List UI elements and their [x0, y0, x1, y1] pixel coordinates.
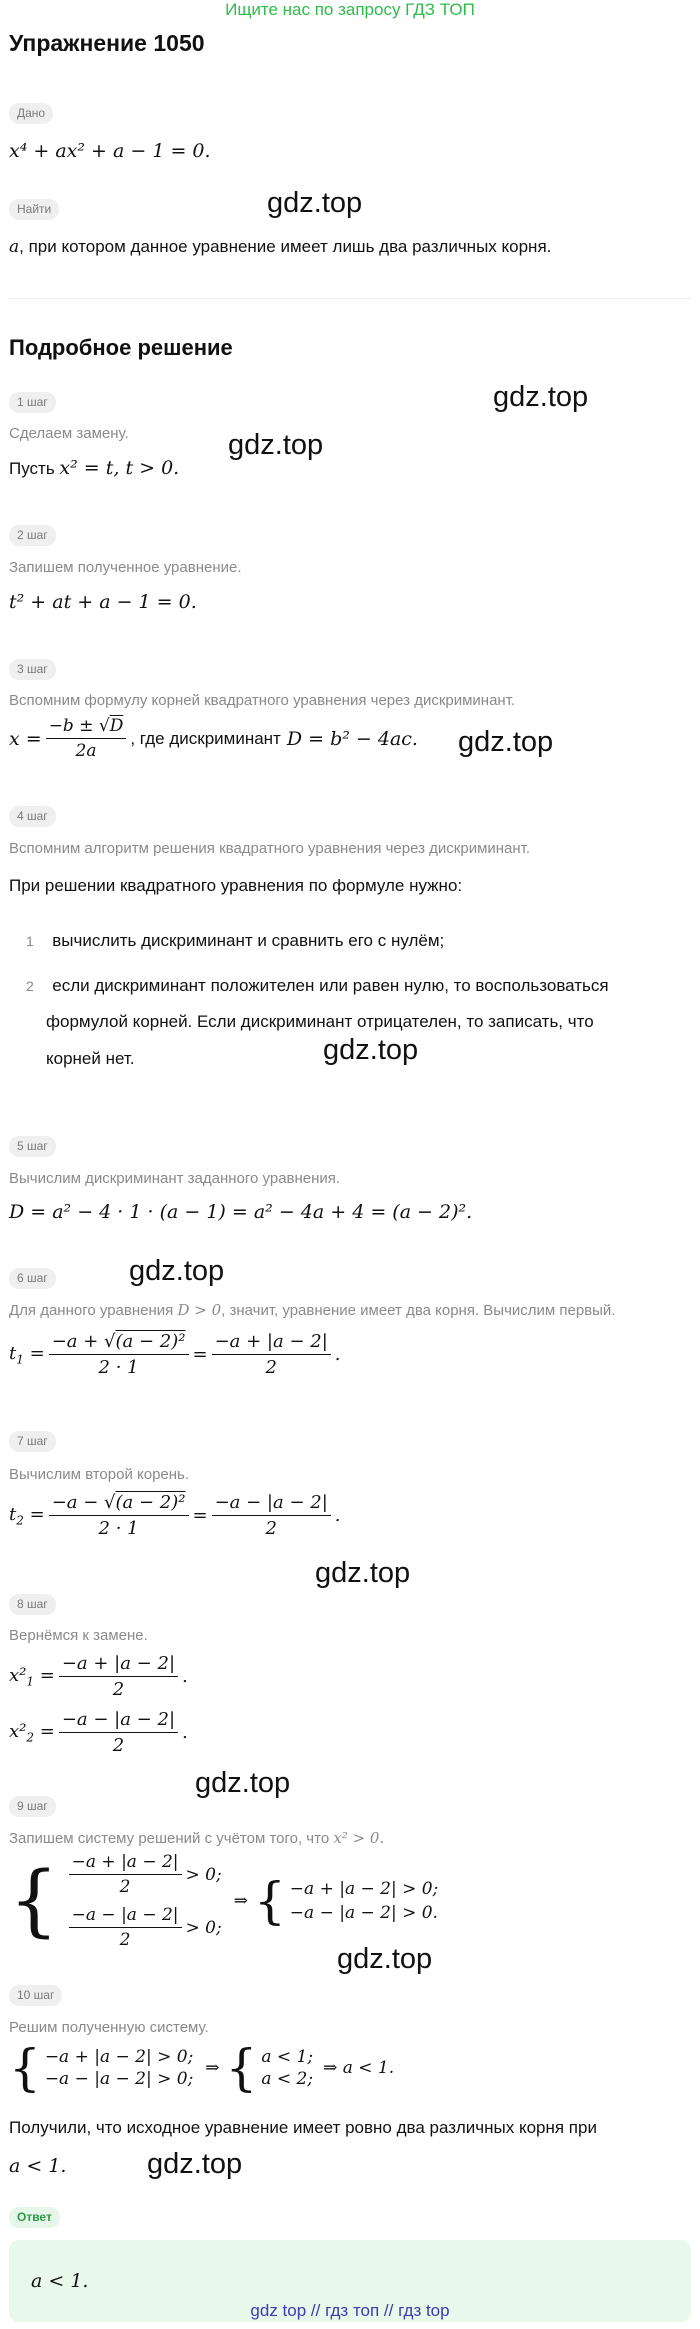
step-10-system: { −a + |a − 2| > 0; −a − |a − 2| > 0; ⇒ { a < 1; a < 2; ⇒ a < 1. — [9, 2039, 395, 2097]
step-8-badge: 8 шаг — [9, 1594, 56, 1615]
step-2-math: t² + at + a − 1 = 0. — [9, 591, 197, 613]
step-2-badge: 2 шаг — [9, 525, 56, 546]
step-4-item-1 — [26, 931, 444, 951]
step-4-description: Вспомним алгоритм решения квадратного уравнения через дискриминант. — [9, 840, 531, 857]
find-variable: a — [9, 237, 20, 257]
step-9-badge: 9 шаг — [9, 1796, 56, 1817]
root-1-fraction-right: $\frac{-a + |a - 2|}{2}$ — [212, 1331, 331, 1378]
given-badge: Дано — [9, 103, 53, 124]
step-10-badge: 10 шаг — [9, 1985, 62, 2006]
watermark: gdz.top — [323, 1034, 419, 1066]
step-3-badge: 3 шаг — [9, 659, 56, 680]
step-7-math: $t_2$ = $\frac{\text{−a − √(a − 2)²}}{2 \cdot 1}$ = $\frac{-a - |a - 2|}{2}$ . — [9, 1492, 341, 1539]
step-9-desc-prefix: Запишем систему решений с учётом того, что — [9, 1830, 330, 1847]
root-2-fraction-left: $\frac{\text{−a − √(a − 2)²}}{2 \cdot 1}$ — [49, 1492, 189, 1539]
step-4-item-2 — [26, 976, 609, 996]
root-2-fraction-right: $\frac{-a - |a - 2|}{2}$ — [212, 1492, 331, 1539]
watermark: gdz.top — [315, 1557, 411, 1589]
step-8-description: Вернёмся к замене. — [9, 1627, 148, 1644]
step-3-description: Вспомним формулу корней квадратного уравнения через дискриминант. — [9, 692, 516, 709]
section-divider — [9, 298, 691, 299]
step-6-desc-math: D > 0 — [177, 1301, 222, 1319]
watermark: gdz.top — [129, 1255, 225, 1287]
step-5-description: Вычислим дискриминант заданного уравнения. — [9, 1170, 341, 1187]
conclusion-math: a < 1. — [9, 2155, 67, 2177]
step-2-description: Запишем полученное уравнение. — [9, 559, 242, 576]
step-1-prefix: Пусть — [9, 459, 55, 478]
step-6-math: $t_1$ = $\frac{\text{−a + √(a − 2)²}}{2 \cdot 1}$ = $\frac{-a + |a - 2|}{2}$ . — [9, 1331, 341, 1378]
step-1-badge: 1 шаг — [9, 392, 56, 413]
right-brace: { — [253, 1872, 286, 1930]
step-8-math-1: $x^2_1$ = $\frac{-a + |a - 2|}{2}$ . — [9, 1653, 188, 1700]
step-1-math: x² = t, t > 0. — [59, 457, 180, 479]
find-description: , при котором данное уравнение имеет лишь два различных корня. — [19, 237, 552, 256]
watermark: gdz.top — [337, 1943, 433, 1975]
step-3-text: , где дискриминант — [130, 728, 281, 748]
page-title: Упражнение 1050 — [9, 30, 205, 56]
answer-badge: Ответ — [9, 2207, 60, 2228]
step-9-system: { $\frac{-a + |a - 2|}{2}$ > 0; $\frac{-a - |a - 2|}{2}$ > 0; ⇒ { −a + |a − 2| > 0; −a − |a − 2| > 0. — [9, 1852, 439, 1950]
root-1-fraction-left: $\frac{\text{−a + √(a − 2)²}}{2 \cdot 1}$ — [49, 1331, 189, 1378]
watermark: gdz.top — [493, 381, 589, 413]
top-banner: Ищите нас по запросу ГДЗ ТОП — [225, 0, 475, 19]
item-text-line3: корней нет. — [46, 1049, 135, 1068]
step-6-desc-prefix: Для данного уравнения — [9, 1302, 174, 1319]
step-9-description — [9, 1829, 384, 1847]
step-5-math: D = a² − 4 · 1 · (a − 1) = a² − 4a + 4 = (a − 2)². — [9, 1201, 473, 1223]
step-5-badge: 5 шаг — [9, 1136, 56, 1157]
step-6-badge: 6 шаг — [9, 1268, 56, 1289]
substitution-1-fraction: $\frac{-a + |a - 2|}{2}$ — [59, 1653, 178, 1700]
item-text-line2: формулой корней. Если дискриминант отрицателен, то записать, что — [46, 1012, 594, 1031]
step-7-description: Вычислим второй корень. — [9, 1466, 190, 1483]
step-4-intro: При решении квадратного уравнения по формуле нужно: — [9, 876, 463, 895]
left-brace: { — [9, 1856, 59, 1946]
item-text-line1: если дискриминант положителен или равен нулю, то воспользоваться — [52, 976, 609, 995]
step-7-badge: 7 шаг — [9, 1431, 56, 1452]
footer-watermark: gdz top // гдз топ // гдз top — [250, 2301, 450, 2320]
quadratic-root-fraction: $\frac{-b \pm √D}{2a}$ — [46, 716, 127, 761]
step-1-content — [9, 457, 179, 479]
watermark: gdz.top — [195, 1767, 291, 1799]
conclusion-text: Получили, что исходное уравнение имеет ровно два различных корня при — [9, 2118, 597, 2137]
watermark: gdz.top — [228, 429, 324, 461]
step-3-formula: x = $\frac{-b \pm √D}{2a}$ , где дискриминант D = b² − 4ac. — [9, 716, 418, 761]
step-4-badge: 4 шаг — [9, 806, 56, 827]
watermark: gdz.top — [147, 2148, 243, 2180]
given-equation: x⁴ + ax² + a − 1 = 0. — [9, 140, 211, 162]
substitution-2-fraction: $\frac{-a - |a - 2|}{2}$ — [59, 1709, 178, 1756]
step-8-math-2: $x^2_2$ = $\frac{-a - |a - 2|}{2}$ . — [9, 1709, 188, 1756]
step-9-desc-math: x² > 0. — [333, 1829, 385, 1847]
step-10-description: Решим полученную систему. — [9, 2019, 209, 2036]
answer-math: a < 1. — [31, 2270, 89, 2292]
item-number: 1 — [26, 933, 34, 949]
step-6-description — [9, 1301, 615, 1319]
watermark: gdz.top — [267, 187, 363, 219]
step-6-desc-suffix: , значит, уравнение имеет два корня. Вычислим первый. — [221, 1302, 616, 1319]
find-badge: Найти — [9, 199, 59, 220]
find-text — [9, 237, 551, 257]
item-text: вычислить дискриминант и сравнить его с нулём; — [52, 931, 445, 950]
step-3-discriminant: D = b² − 4ac. — [286, 727, 418, 750]
step-1-description: Сделаем замену. — [9, 425, 129, 442]
item-number: 2 — [26, 978, 34, 994]
watermark: gdz.top — [458, 726, 554, 758]
solution-title: Подробное решение — [9, 335, 233, 360]
